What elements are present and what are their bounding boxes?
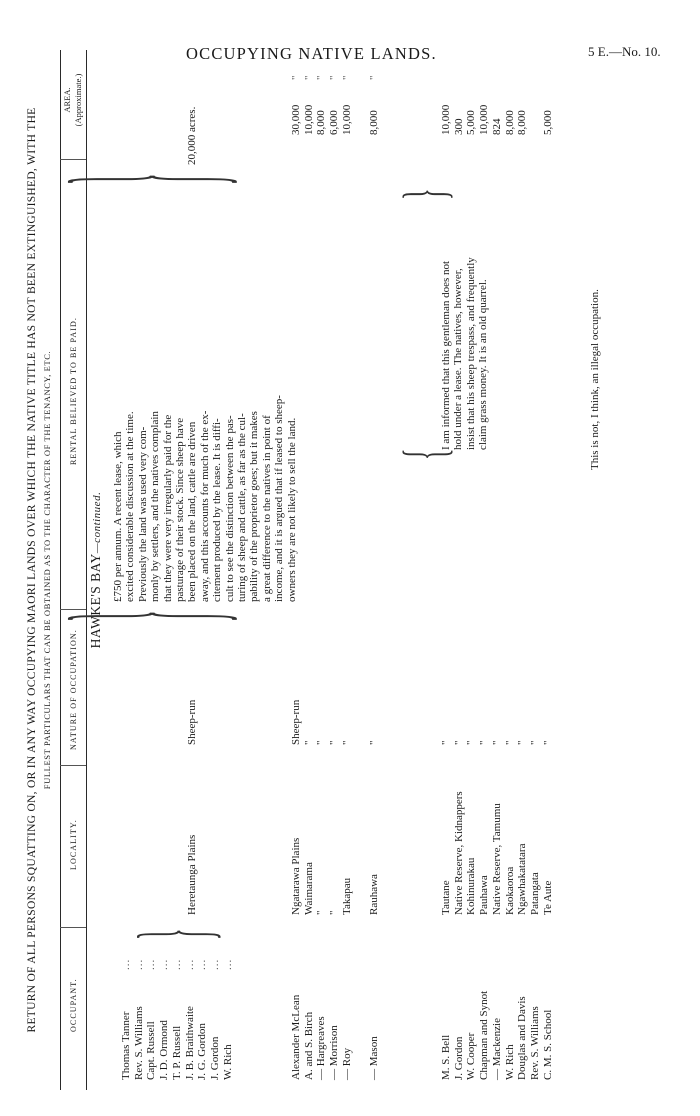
locality: Kaokaoroa	[503, 866, 516, 915]
section-heading	[88, 50, 104, 1090]
occupant-name: M. S. Bell	[440, 1034, 452, 1080]
table-row	[303, 50, 315, 1090]
nature-of-occupation: "	[452, 740, 465, 745]
locality: Rauhawa	[368, 874, 380, 915]
occupant-name: J. Gordon	[452, 1036, 465, 1080]
locality: Waimarama	[302, 862, 315, 915]
leader-dots: ...	[120, 958, 132, 970]
occupant-name: J. D. Ormond	[158, 1020, 171, 1080]
page-number-suffix: No. 10.	[621, 44, 661, 59]
table-row	[542, 50, 554, 1090]
occupant-name: C. M. S. School	[541, 1009, 554, 1080]
brace-icon: }	[394, 188, 460, 200]
group1-locality: Heretaunga Plains	[186, 834, 198, 915]
occupant-name: Alexander McLean	[290, 994, 302, 1080]
column-divider	[60, 159, 86, 160]
occupant-name: — Hargreaves	[315, 1016, 328, 1080]
table-row	[504, 50, 516, 1090]
occupant-name: W. Cooper	[465, 1032, 478, 1080]
locality: Patangata	[528, 872, 541, 915]
rental-line: citement produced by the lease. It is diffi-	[211, 418, 224, 602]
table-row	[440, 50, 452, 1090]
rental-line: owners they are not likely to sell the land.	[285, 417, 298, 602]
area-value: 8,000	[516, 110, 529, 135]
locality: "	[315, 910, 328, 915]
locality: Te Aute	[541, 880, 554, 915]
occupant-name: J. B. Braithwaite	[183, 1006, 196, 1080]
brace-icon: }	[39, 610, 261, 622]
leader-dots: ...	[196, 958, 209, 970]
rental-line: pasturage of their stock. Since sheep have	[174, 417, 187, 602]
table-row	[465, 50, 477, 1090]
area-value: 5,000	[541, 110, 554, 135]
rental-line: £750 per annum. A recent lease, which	[112, 431, 124, 602]
area-value: 300	[452, 118, 465, 135]
leader-dots: ...	[221, 958, 234, 970]
ditto-mark: "	[315, 74, 328, 80]
area-value: 8,000	[315, 110, 328, 135]
rental-line: hold under a lease. The natives, however,	[452, 268, 465, 450]
locality: Native Reserve, Kidnappers	[452, 791, 465, 915]
occupant-name: T. P. Russell	[170, 1025, 183, 1080]
header-top-rule	[60, 50, 61, 1090]
ditto-mark: "	[290, 74, 302, 80]
occupant-name: — Mackenzie	[490, 1018, 503, 1080]
nature-of-occupation: "	[440, 740, 452, 745]
nature-of-occupation: "	[328, 740, 341, 745]
area-label: AREA.	[62, 87, 72, 113]
nature-of-occupation: "	[541, 740, 554, 745]
area-value: 30,000	[290, 104, 302, 135]
table-caption-line2: FULLEST PARTICULARS THAT CAN BE OBTAINED AS TO THE CHARACTER OF THE TENANCY, ETC.	[42, 350, 52, 790]
nature-of-occupation: "	[465, 740, 478, 745]
rental-line: been placed on the land, cattle are driven	[186, 421, 199, 602]
leader-dots: ...	[208, 958, 221, 970]
occupant-name: Thomas Tanner	[120, 1011, 132, 1080]
rental-line: pability of the proprietor goes; but it makes	[248, 411, 261, 602]
occupant-name: Capt. Russell	[145, 1021, 158, 1080]
ditto-mark: "	[340, 74, 353, 80]
leader-dots: ...	[158, 958, 171, 970]
nature-of-occupation: "	[368, 740, 380, 745]
area-value: 824	[490, 118, 503, 135]
group1-area: 20,000 acres.	[186, 106, 198, 165]
page-title: OCCUPYING NATIVE LANDS.	[186, 44, 437, 63]
group1-rental	[112, 395, 298, 602]
nature-of-occupation: Sheep-run	[290, 699, 302, 745]
nature-of-occupation: "	[516, 740, 529, 745]
occupant-name: Douglas and Davis	[516, 996, 529, 1080]
rental-line: I am informed that this gentleman does not	[440, 260, 452, 450]
occupant-name: Rev. S. Williams	[528, 1006, 541, 1080]
area-value: 10,000	[478, 104, 491, 135]
area-value: 5,000	[465, 110, 478, 135]
rental-line: turing of sheep and cattle, as far as the cul-	[236, 413, 249, 602]
locality: Native Reserve, Tamumu	[490, 803, 503, 915]
rental-line: Previously the land was used very com-	[136, 426, 149, 602]
rental-line: cult to see the distinction between the pas-	[223, 415, 236, 602]
section-suffix: —continued.	[91, 491, 103, 554]
table-row	[453, 50, 465, 1090]
area-value: 10,000	[440, 104, 452, 135]
area-value: 10,000	[302, 104, 315, 135]
nature-of-occupation: "	[478, 740, 491, 745]
locality: Ngawhakatatara	[516, 843, 529, 915]
ditto-mark: "	[328, 74, 341, 80]
locality: Pauhawa	[478, 875, 491, 915]
table-row	[315, 50, 327, 1090]
nature-of-occupation: "	[302, 740, 315, 745]
locality: Takapau	[340, 877, 353, 915]
area-value: 8,000	[368, 110, 380, 135]
rental-line: that they were very irregularly paid for the	[161, 414, 174, 602]
occupant-name: J. G. Gordon	[196, 1023, 209, 1080]
occupant-name: Rev. S. Williams	[132, 1006, 145, 1080]
area-note: (Approximate.)	[73, 73, 83, 127]
column-divider	[60, 927, 86, 928]
leader-dots: ...	[170, 958, 183, 970]
column-header-nature: NATURE OF OCCUPATION.	[69, 629, 78, 750]
occupant-name: — Roy	[340, 1047, 353, 1080]
rental-line: claim grass money. It is an old quarrel.	[477, 279, 490, 450]
leader-dots: ...	[145, 958, 158, 970]
rental-line: insist that his sheep trespass, and frequently	[464, 257, 477, 450]
area-value: 8,000	[503, 110, 516, 135]
table-row	[290, 50, 302, 1090]
rental-line: monly by settlers, and the natives complain	[149, 411, 162, 602]
area-value: 6,000	[328, 110, 341, 135]
ditto-mark: "	[302, 74, 315, 80]
table-row	[529, 50, 541, 1090]
group3-note-last: This is not, I think, an illegal occupation.	[589, 289, 601, 470]
nature-of-occupation: "	[503, 740, 516, 745]
nature-of-occupation: "	[315, 740, 328, 745]
leader-dots: ...	[183, 958, 196, 970]
column-header-rental: RENTAL BELIEVED TO BE PAID.	[69, 317, 78, 465]
column-divider	[60, 765, 86, 766]
nature-of-occupation: "	[528, 740, 541, 745]
rental-line: income, and it is argued that if leased to sheep-	[273, 395, 286, 602]
rental-line: away, and this accounts for much of the ex-	[198, 410, 211, 602]
occupant-name: — Mason	[368, 1036, 380, 1080]
table-row	[328, 50, 340, 1090]
table-caption-line1: RETURN OF ALL PERSONS SQUATTING ON, OR IN ANY WAY OCCUPYING MAORI LANDS OVER WHICH THE NATIVE TITLE HAS NOT BEEN EXTINGUISHED, WITH THE	[26, 107, 38, 1033]
brace-icon: {	[125, 928, 235, 940]
locality: Tautane	[440, 880, 452, 915]
locality: Ngatarawa Plains	[290, 837, 302, 915]
group1-nature: Sheep-run	[186, 699, 198, 745]
area-value: 10,000	[340, 104, 353, 135]
leader-dots: ...	[132, 958, 145, 970]
table-row	[368, 50, 380, 1090]
nature-of-occupation: "	[490, 740, 503, 745]
occupant-name: A. and S. Birch	[302, 1011, 315, 1080]
table-row	[516, 50, 528, 1090]
ditto-mark: "	[368, 74, 380, 80]
occupant-name: Chapman and Synot	[478, 990, 491, 1080]
table-row	[491, 50, 503, 1090]
brace-icon: }	[39, 173, 261, 185]
table-row	[478, 50, 490, 1090]
header-bottom-rule	[86, 50, 87, 1090]
section-name: HAWKE'S BAY	[88, 553, 103, 649]
column-header-area	[62, 60, 84, 140]
group3-rental	[440, 257, 490, 450]
column-header-occupant: OCCUPANT.	[69, 978, 78, 1032]
occupant-name: — Morrison	[328, 1025, 341, 1080]
page-number-prefix: 5 E.—	[588, 44, 622, 59]
rental-line: excited considerable discussion at the time.	[124, 411, 137, 602]
brace-icon: {	[394, 448, 460, 460]
rotated-table	[20, 50, 670, 1090]
occupant-name: J. Gordon	[208, 1036, 221, 1080]
locality: Kohinurakau	[465, 857, 478, 915]
nature-of-occupation: "	[340, 740, 353, 745]
locality: "	[328, 910, 341, 915]
occupant-name: W. Rich	[221, 1044, 234, 1080]
table-row	[341, 50, 353, 1090]
rental-line: a great difference to the natives in point of	[260, 415, 273, 602]
column-header-locality: LOCALITY.	[69, 819, 78, 870]
occupant-name: W. Rich	[503, 1044, 516, 1080]
